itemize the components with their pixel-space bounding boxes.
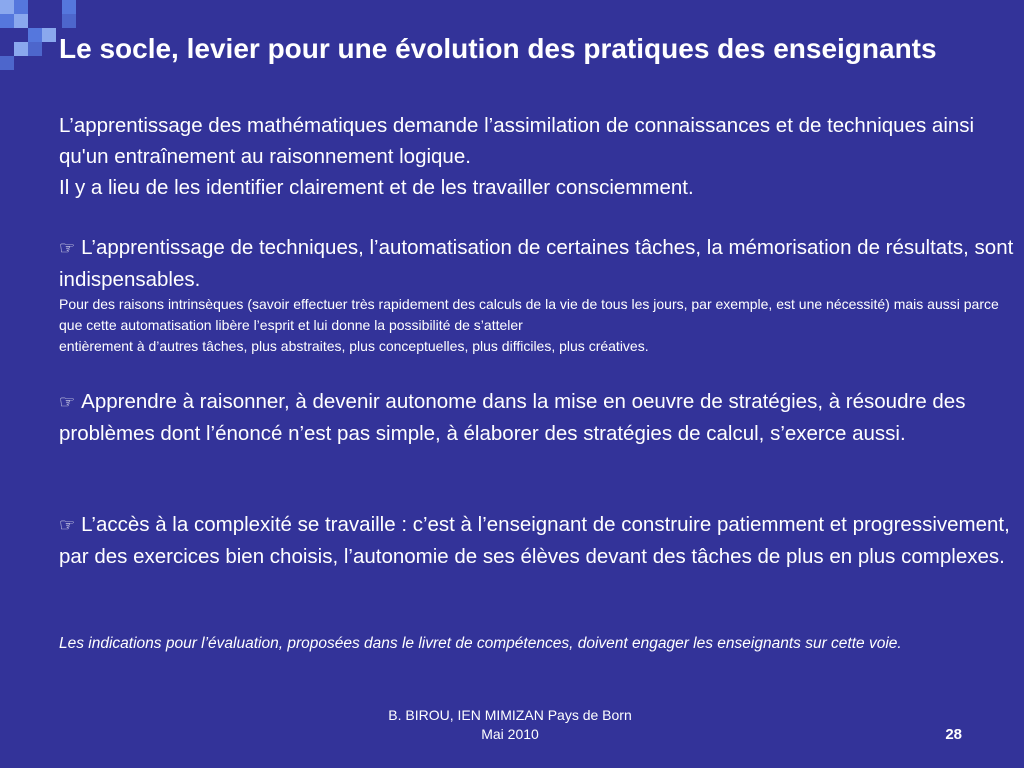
note-line-2: entièrement à d’autres tâches, plus abstraites, plus conceptuelles, plus difficiles, plus créatives. (59, 338, 649, 354)
pointing-hand-icon: ☞ (59, 392, 76, 412)
slide-title: Le socle, levier pour une évolution des pratiques des enseignants (59, 33, 937, 64)
note-line-1: Pour des raisons intrinsèques (savoir effectuer très rapidement des calculs de la vie de tous les jours, par exemple, est une nécessité) mais aussi parce que cette automatisation libère l’esprit et lui donne la possibilité de s’atteler (59, 296, 999, 333)
intro-line-1: L’apprentissage des mathématiques demande l’assimilation de connaissances et de techniques ainsi qu'un entraînement au raisonnement logique. (59, 114, 975, 168)
intro-line-2: Il y a lieu de les identifier clairement et de les travailler consciemment. (59, 176, 694, 199)
bullet-text-1: L’apprentissage de techniques, l’automatisation de certaines tâches, la mémorisation de résultats, sont indispensables. (59, 236, 1014, 291)
note-paragraph (59, 294, 1014, 357)
footer (340, 706, 680, 744)
bullet-item-1 (59, 232, 1014, 295)
intro-paragraph (59, 110, 1014, 203)
bullet-item-3 (59, 509, 1014, 572)
bullet-text-2: Apprendre à raisonner, à devenir autonome dans la mise en oeuvre de stratégies, à résoudre des problèmes dont l’énoncé n’est pas simple, à élaborer des stratégies de calcul, s’exerce aussi. (59, 390, 966, 445)
pointing-hand-icon: ☞ (59, 515, 76, 535)
closing-note: Les indications pour l’évaluation, proposées dans le livret de compétences, doivent engager les enseignants sur cette voie. (59, 635, 902, 652)
pointing-hand-icon: ☞ (59, 238, 76, 258)
page-number: 28 (945, 726, 962, 743)
footer-author: B. BIROU, IEN MIMIZAN Pays de Born (388, 707, 632, 723)
footer-date: Mai 2010 (481, 726, 539, 742)
bullet-text-3: L’accès à la complexité se travaille : c’est à l’enseignant de construire patiemment et progressivement, par des exercices bien choisis, l’autonomie de ses élèves devant des tâches de plus en plus complexes. (59, 513, 1010, 568)
bullet-item-2 (59, 386, 1014, 449)
